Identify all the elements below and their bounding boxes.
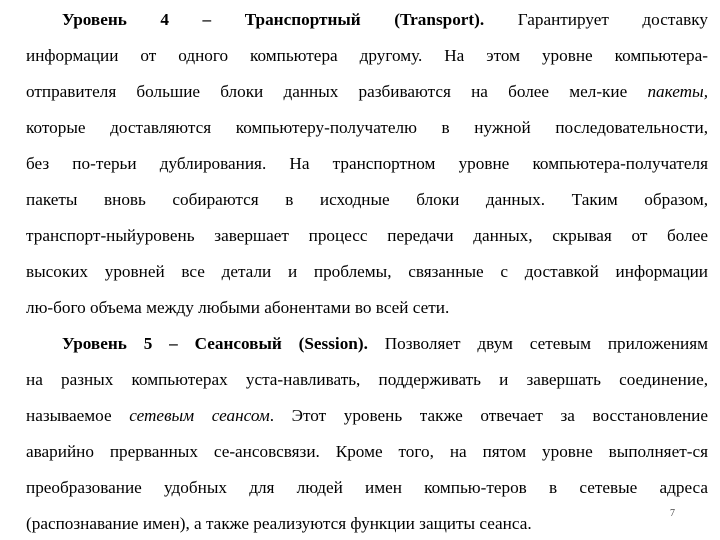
level4-heading: Уровень 4 – Транспортный (Transport). xyxy=(62,10,485,29)
text-line: преобразование удобных для людей имен компью-теров в сетевые адреса xyxy=(26,478,708,497)
text-line: информации от одного компьютера другому. На этом уровне компьютера- xyxy=(26,46,708,65)
text-line: отправителя большие блоки данных разбиваются на более мел-кие пакеты, xyxy=(26,82,708,101)
text-line: Уровень 5 – Сеансовый (Session). Позволяет двум сетевым приложениям xyxy=(62,334,709,353)
text-line: пакеты вновь собираются в исходные блоки данных. Таким образом, xyxy=(26,190,708,209)
text-line: транспорт-ныйуровень завершает процесс передачи данных, скрывая от более xyxy=(26,226,708,245)
text-line: (распознавание имен), а также реализуются функции защиты сеанса. xyxy=(26,514,532,533)
term-network-session: сетевым сеансом xyxy=(129,406,270,425)
text-line: без по-терьи дублирования. На транспортном уровне компьютера-получателя xyxy=(26,154,708,173)
text-line: лю-бого объема между любыми абонентами во всей сети. xyxy=(26,298,450,317)
term-packets: пакеты, xyxy=(647,82,708,101)
page-number: 7 xyxy=(670,508,675,519)
level5-heading: Уровень 5 – Сеансовый (Session). xyxy=(62,334,368,353)
text-line: Уровень 4 – Транспортный (Transport). Гарантирует доставку xyxy=(62,10,708,29)
text-line: аварийно прерванных се-ансовсвязи. Кроме того, на пятом уровне выполняет-ся xyxy=(26,442,708,461)
text-line: на разных компьютерах уста-навливать, поддерживать и завершать соединение, xyxy=(26,370,708,389)
text-line: которые доставляются компьютеру-получателю в нужной последовательности, xyxy=(26,118,708,137)
text-line: называемое сетевым сеансом. Этот уровень также отвечает за восстановление xyxy=(26,406,708,425)
text-line: высоких уровней все детали и проблемы, связанные с доставкой информации xyxy=(26,262,708,281)
